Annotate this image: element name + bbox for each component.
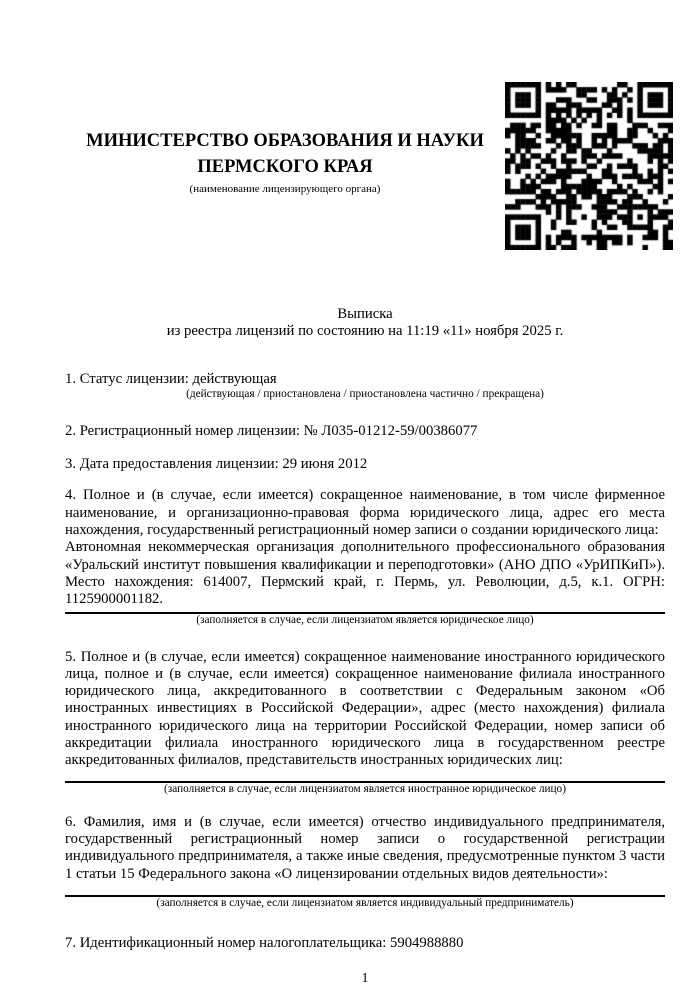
item-4-question: 4. Полное и (в случае, если имеется) сокращенное наименование, в том числе фирменное наименование, и организационно-правовая форма юридического лица, адрес его места нахождения, государственный регистрационный номер записи о создании юридического лица: [65,487,665,539]
qr-code [505,82,673,250]
ministry-name-line1: МИНИСТЕРСТВО ОБРАЗОВАНИЯ И НАУКИ [86,131,484,151]
item-3-license-grant-date: 3. Дата предоставления лицензии: 29 июня 2012 [65,456,368,473]
item-7-taxpayer-id: 7. Идентификационный номер налогоплательщика: 5904988880 [65,934,464,951]
license-status-value: 1. Статус лицензии: действующая [65,370,277,387]
document-title-line2: из реестра лицензий по состоянию на 11:19 «11» ноября 2025 г. [166,323,564,340]
license-status-options-caption: (действующая / приостановлена / приостановлена частично / прекращена) [186,387,544,400]
item-4-legal-entity [65,487,665,626]
item-6-caption: (заполняется в случае, если лицензиатом является индивидуальный предприниматель) [156,896,574,909]
item-5-caption: (заполняется в случае, если лицензиатом является иностранное юридическое лицо) [164,782,566,795]
licensing-authority [65,82,505,195]
document-title-line1: Выписка [337,306,393,322]
qr-code-image [505,82,673,250]
ministry-name-line2: ПЕРМСКОГО КРАЯ [197,157,373,177]
item-5-foreign-entity [65,649,665,796]
item-2-registration-number: 2. Регистрационный номер лицензии: № Л035-01212-59/00386077 [65,422,478,439]
item-5-question: 5. Полное и (в случае, если имеется) сокращенное наименование иностранного юридического лица, полное и (в случае, если имеется) сокращенное наименование филиала иностранного юридического лица, аккредитованного в соответствии с Федеральным законом «Об иностранных инвестициях в Российской Федерации», адрес (место нахождения) филиала иностранного юридического лица на территории Российской Федерации, номер записи об аккредитации филиала иностранного юридического лица в государственном реестре аккредитованных филиалов, представительств иностранных юридических лиц: [65,648,665,769]
item-4-answer: Автономная некоммерческая организация дополнительного профессионального образования «Уральский институт повышения квалификации и переподготовки» (АНО ДПО «УрИПКиП»). Место нахождения: 614007, Пермский край, г. Пермь, ул. Революции, д.5, к.1. ОГРН: 1125900001182. [65,539,665,608]
ministry-caption: (наименование лицензирующего органа) [189,183,381,195]
item-6-individual-entrepreneur [65,814,665,910]
item-4-caption: (заполняется в случае, если лицензиатом является юридическое лицо) [196,613,534,626]
item-6-question: 6. Фамилия, имя и (в случае, если имеется) отчество индивидуального предпринимателя, государственный регистрационный номер записи о государственной регистрации индивидуального предпринимателя, а также иные сведения, предусмотренные пунктом 3 части 1 статьи 15 Федерального закона «О лицензировании отдельных видов деятельности»: [65,813,665,882]
letterhead [0,0,700,250]
document-title [65,306,665,341]
item-1-license-status [65,371,665,401]
document-body [0,306,700,987]
page-number: 1 [361,971,369,987]
